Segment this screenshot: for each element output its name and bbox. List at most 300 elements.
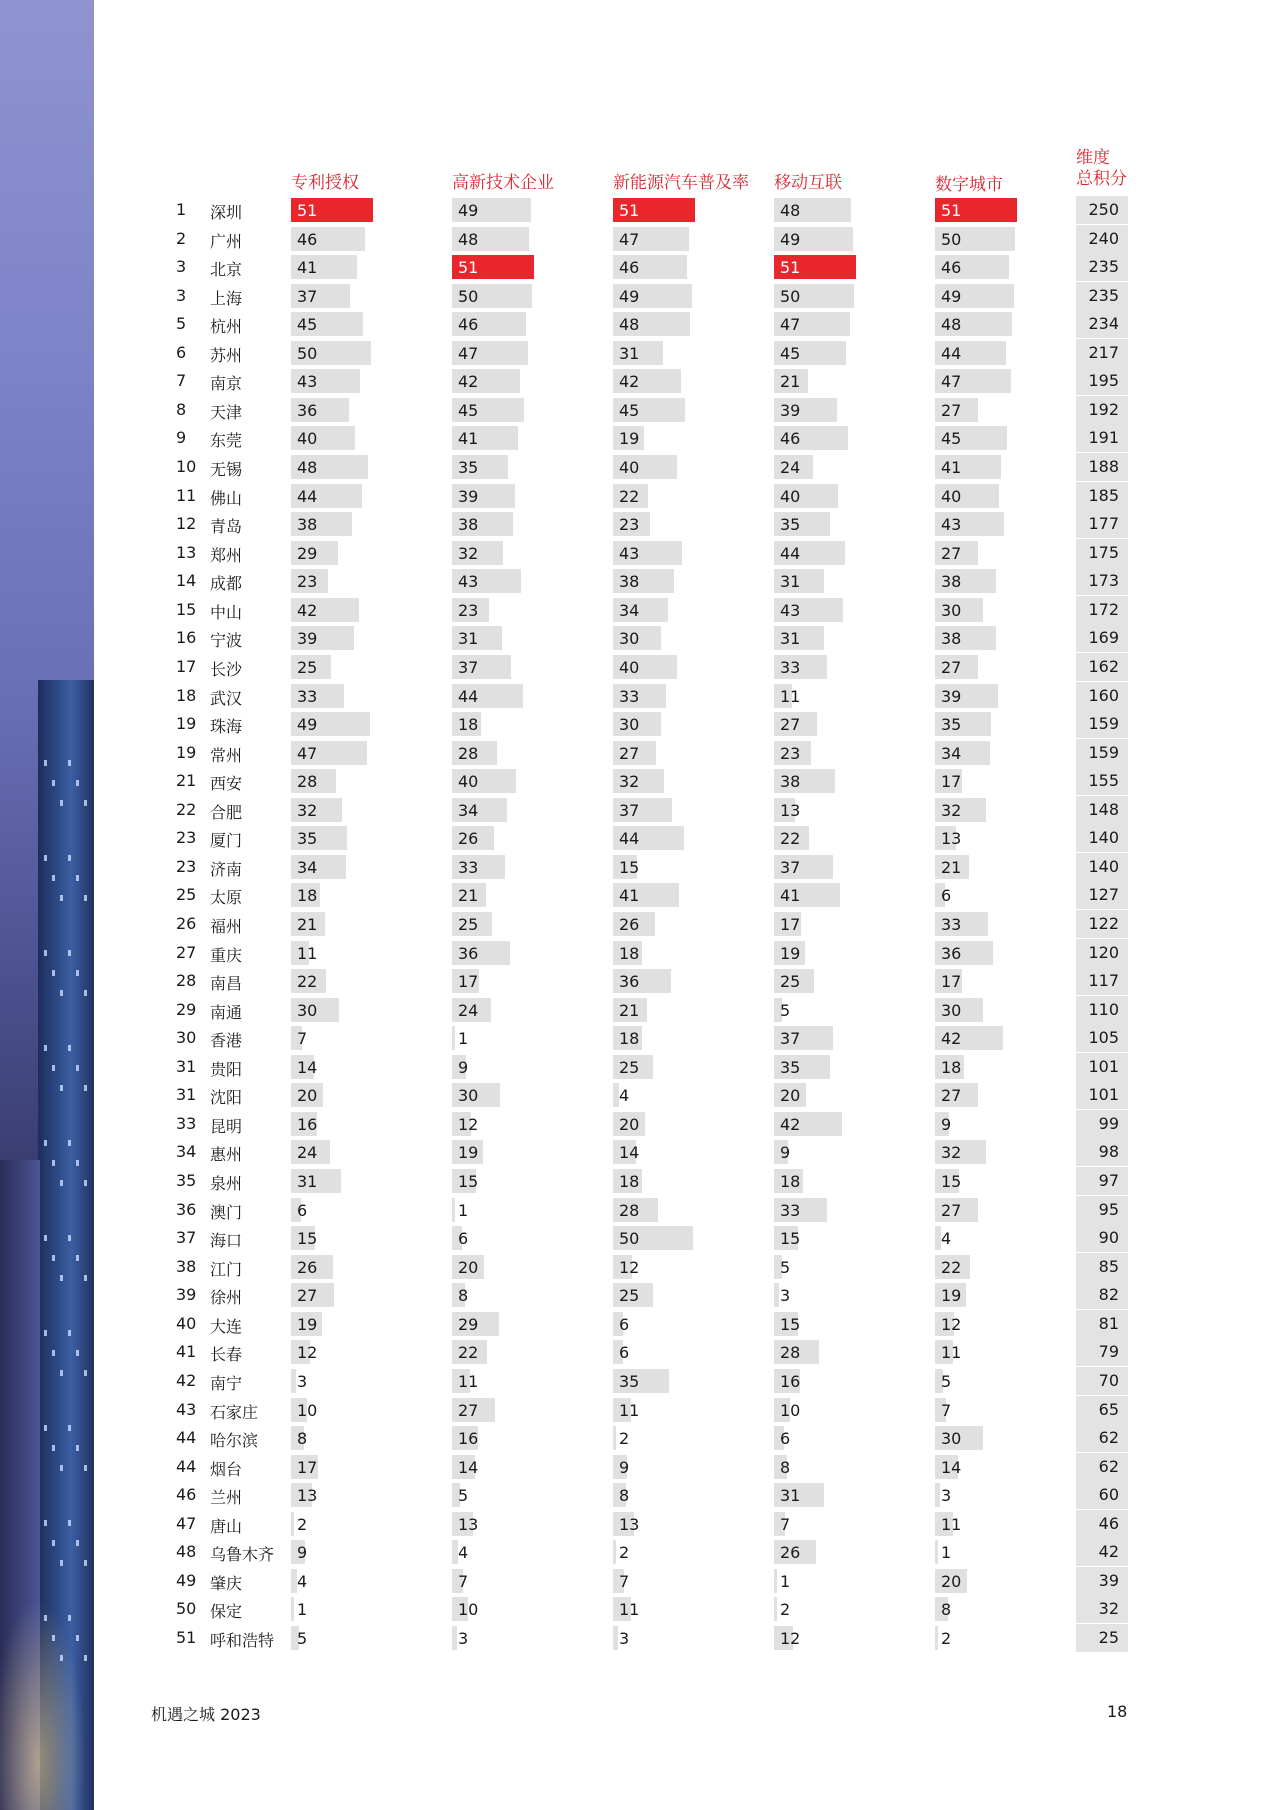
city-name: 兰州 [210, 1488, 243, 1508]
header-total-line2: 总积分 [1076, 169, 1127, 189]
nev-score-value: 4 [619, 1086, 630, 1106]
mobile-score-value: 24 [780, 458, 801, 478]
mobile-score-value: 13 [780, 800, 801, 820]
mobile-score-value: 41 [780, 886, 801, 906]
hightech-score-value: 36 [458, 943, 479, 963]
patent-score-bar [291, 1512, 294, 1536]
table-row [0, 453, 1280, 481]
city-name: 武汉 [210, 688, 243, 708]
rank-cell: 3 [176, 285, 187, 305]
mobile-score-value: 33 [780, 1200, 801, 1220]
city-name: 大连 [210, 1316, 243, 1336]
city-name: 海口 [210, 1231, 243, 1251]
digital-score-value: 45 [941, 429, 962, 449]
total-score-cell [1076, 1138, 1128, 1166]
digital-score-value: 27 [941, 657, 962, 677]
hightech-score-value: 24 [458, 1000, 479, 1020]
rank-cell: 9 [176, 428, 187, 448]
city-name: 深圳 [210, 203, 243, 222]
rank-cell: 39 [176, 1285, 197, 1305]
hightech-score-value: 34 [458, 800, 479, 820]
total-score-value: 159 [1088, 742, 1119, 762]
rank-cell: 41 [176, 1342, 197, 1362]
total-score-cell [1076, 424, 1128, 452]
total-score-cell [1076, 596, 1128, 624]
mobile-score-value: 27 [780, 715, 801, 735]
nev-score-value: 43 [619, 543, 640, 563]
nev-score-value: 18 [619, 1172, 640, 1192]
rank-cell: 38 [176, 1256, 197, 1276]
mobile-score-value: 1 [780, 1571, 791, 1591]
rank-cell: 7 [176, 371, 187, 391]
hightech-score-bar [452, 1626, 457, 1650]
hightech-score-value: 47 [458, 343, 479, 363]
rank-cell: 5 [176, 314, 187, 334]
rank-cell: 31 [176, 1056, 197, 1076]
nev-score-value: 18 [619, 943, 640, 963]
rank-cell: 44 [176, 1456, 197, 1476]
table-row [0, 967, 1280, 995]
patent-score-value: 36 [297, 400, 318, 420]
table-row [0, 996, 1280, 1024]
total-score-cell [1076, 1281, 1128, 1309]
total-score-cell [1076, 1567, 1128, 1595]
patent-score-value: 26 [297, 1257, 318, 1277]
hightech-score-value: 38 [458, 515, 479, 535]
digital-score-value: 12 [941, 1314, 962, 1334]
table-row [0, 567, 1280, 595]
rank-cell: 1 [176, 200, 187, 219]
digital-score-bar [935, 1483, 940, 1507]
patent-score-value: 14 [297, 1057, 318, 1077]
hightech-score-value: 31 [458, 629, 479, 649]
digital-score-value: 6 [941, 886, 952, 906]
rank-cell: 25 [176, 885, 197, 905]
hightech-score-value: 15 [458, 1172, 479, 1192]
mobile-score-value: 12 [780, 1629, 801, 1648]
mobile-score-value: 42 [780, 1114, 801, 1134]
patent-score-value: 6 [297, 1200, 308, 1220]
patent-score-value: 3 [297, 1371, 308, 1391]
total-score-cell [1076, 1624, 1128, 1652]
patent-score-value: 10 [297, 1400, 318, 1420]
hightech-score-value: 5 [458, 1486, 469, 1506]
total-score-cell [1076, 682, 1128, 710]
city-name: 常州 [210, 745, 243, 765]
hightech-score-value: 50 [458, 286, 479, 306]
total-score-cell [1076, 1453, 1128, 1481]
total-score-cell [1076, 624, 1128, 652]
mobile-score-value: 5 [780, 1000, 791, 1020]
total-score-value: 148 [1088, 799, 1119, 819]
mobile-score-value: 18 [780, 1172, 801, 1192]
mobile-score-value: 7 [780, 1514, 791, 1534]
patent-score-value: 44 [297, 486, 318, 506]
nev-score-value: 32 [619, 772, 640, 792]
rank-cell: 28 [176, 971, 197, 991]
nev-score-value: 19 [619, 429, 640, 449]
table-row [0, 853, 1280, 881]
digital-score-value: 35 [941, 715, 962, 735]
hightech-score-value: 42 [458, 372, 479, 392]
total-score-value: 60 [1098, 1485, 1119, 1505]
patent-score-value: 40 [297, 429, 318, 449]
nev-score-value: 25 [619, 1057, 640, 1077]
table-row [0, 1024, 1280, 1052]
rank-cell: 19 [176, 742, 197, 762]
digital-score-value: 7 [941, 1400, 952, 1420]
total-score-cell [1076, 1196, 1128, 1224]
table-row [0, 824, 1280, 852]
mobile-score-value: 28 [780, 1343, 801, 1363]
city-name: 哈尔滨 [210, 1431, 259, 1451]
nev-score-bar [613, 1540, 616, 1564]
hightech-score-value: 37 [458, 657, 479, 677]
hightech-score-value: 46 [458, 315, 479, 335]
total-score-cell [1076, 539, 1128, 567]
mobile-score-value: 22 [780, 829, 801, 849]
table-row [0, 396, 1280, 424]
hightech-score-value: 13 [458, 1514, 479, 1534]
table-row [0, 1481, 1280, 1509]
mobile-score-value: 23 [780, 743, 801, 763]
digital-score-value: 4 [941, 1229, 952, 1249]
patent-score-value: 42 [297, 600, 318, 620]
table-row [0, 196, 1280, 224]
total-score-cell [1076, 739, 1128, 767]
digital-score-bar [935, 1626, 938, 1650]
nev-score-value: 15 [619, 857, 640, 877]
hightech-score-value: 21 [458, 886, 479, 906]
patent-score-value: 46 [297, 229, 318, 249]
total-score-value: 97 [1098, 1171, 1119, 1191]
digital-score-value: 33 [941, 915, 962, 934]
city-name: 无锡 [210, 460, 243, 480]
total-score-value: 105 [1088, 1028, 1119, 1048]
patent-score-value: 51 [297, 201, 318, 220]
total-score-cell [1076, 1024, 1128, 1052]
city-name: 太原 [210, 888, 243, 908]
table-row [0, 1624, 1280, 1652]
total-score-cell [1076, 310, 1128, 338]
hightech-score-value: 6 [458, 1229, 469, 1249]
patent-score-value: 33 [297, 686, 318, 706]
digital-score-value: 30 [941, 1429, 962, 1449]
total-score-cell [1076, 253, 1128, 281]
patent-score-value: 11 [297, 943, 318, 963]
nev-score-bar [613, 1626, 618, 1650]
table-row [0, 1081, 1280, 1109]
rank-cell: 3 [176, 257, 187, 277]
patent-score-value: 15 [297, 1229, 318, 1249]
city-name: 乌鲁木齐 [210, 1545, 275, 1565]
digital-score-value: 17 [941, 772, 962, 792]
digital-score-value: 42 [941, 1029, 962, 1049]
hightech-score-value: 16 [458, 1429, 479, 1449]
rank-cell: 14 [176, 571, 197, 591]
table-row [0, 1424, 1280, 1452]
total-score-value: 85 [1098, 1256, 1119, 1276]
mobile-score-value: 37 [780, 1029, 801, 1049]
rank-cell: 13 [176, 542, 197, 562]
total-score-value: 101 [1088, 1056, 1119, 1076]
digital-score-value: 18 [941, 1057, 962, 1077]
nev-score-value: 2 [619, 1429, 630, 1449]
footer-title: 机遇之城 2023 [151, 1705, 261, 1724]
digital-score-value: 48 [941, 315, 962, 335]
city-name: 贵阳 [210, 1059, 243, 1079]
rank-cell: 19 [176, 714, 197, 734]
total-score-value: 140 [1088, 856, 1119, 876]
total-score-cell [1076, 282, 1128, 310]
hightech-score-value: 23 [458, 600, 479, 620]
table-row [0, 253, 1280, 281]
table-row [0, 739, 1280, 767]
hightech-score-value: 11 [458, 1371, 479, 1391]
nev-score-value: 26 [619, 915, 640, 934]
nev-score-value: 9 [619, 1457, 630, 1477]
total-score-value: 217 [1088, 342, 1119, 362]
rank-cell: 48 [176, 1542, 197, 1562]
city-name: 宁波 [210, 631, 243, 651]
city-name: 天津 [210, 402, 243, 422]
digital-score-value: 46 [941, 258, 962, 278]
digital-score-value: 44 [941, 343, 962, 363]
total-score-cell [1076, 910, 1128, 938]
total-score-cell [1076, 1224, 1128, 1252]
digital-score-value: 9 [941, 1114, 952, 1134]
total-score-value: 177 [1088, 514, 1119, 534]
city-name: 厦门 [210, 831, 243, 851]
patent-score-value: 2 [297, 1514, 308, 1534]
patent-score-value: 43 [297, 372, 318, 392]
total-score-cell [1076, 710, 1128, 738]
city-name: 长春 [210, 1345, 243, 1365]
total-score-value: 62 [1098, 1428, 1119, 1448]
total-score-value: 235 [1088, 257, 1119, 277]
digital-score-value: 17 [941, 972, 962, 992]
nev-score-value: 34 [619, 600, 640, 620]
city-name: 东莞 [210, 431, 243, 451]
city-name: 合肥 [210, 802, 243, 822]
city-name: 青岛 [210, 517, 243, 537]
patent-score-value: 31 [297, 1172, 318, 1192]
hightech-score-value: 4 [458, 1543, 469, 1563]
city-name: 珠海 [210, 717, 243, 737]
total-score-value: 173 [1088, 571, 1119, 591]
total-score-cell [1076, 1110, 1128, 1138]
total-score-value: 172 [1088, 599, 1119, 619]
patent-score-value: 4 [297, 1571, 308, 1591]
rank-cell: 27 [176, 942, 197, 962]
total-score-cell [1076, 881, 1128, 909]
city-name: 惠州 [210, 1145, 243, 1165]
city-name: 肇庆 [210, 1573, 243, 1593]
total-score-cell [1076, 939, 1128, 967]
hightech-score-value: 44 [458, 686, 479, 706]
nev-score-value: 50 [619, 1229, 640, 1249]
hightech-score-value: 9 [458, 1057, 469, 1077]
city-name: 上海 [210, 288, 243, 308]
city-name: 北京 [210, 260, 243, 280]
digital-score-value: 38 [941, 629, 962, 649]
table-row [0, 1338, 1280, 1366]
nev-score-value: 47 [619, 229, 640, 249]
patent-score-value: 23 [297, 572, 318, 592]
header-total-line1: 维度 [1076, 148, 1110, 168]
mobile-score-value: 51 [780, 258, 801, 278]
rank-cell: 36 [176, 1199, 197, 1219]
nev-score-value: 46 [619, 258, 640, 278]
nev-score-value: 25 [619, 1286, 640, 1306]
mobile-score-value: 33 [780, 657, 801, 677]
nev-score-value: 18 [619, 1029, 640, 1049]
table-row [0, 1167, 1280, 1195]
total-score-cell [1076, 1538, 1128, 1566]
total-score-value: 46 [1098, 1513, 1119, 1533]
mobile-score-value: 20 [780, 1086, 801, 1106]
city-name: 福州 [210, 917, 243, 936]
table-row [0, 596, 1280, 624]
total-score-cell [1076, 482, 1128, 510]
mobile-score-bar [774, 1597, 777, 1621]
hightech-score-value: 35 [458, 458, 479, 478]
digital-score-value: 27 [941, 400, 962, 420]
hightech-score-value: 14 [458, 1457, 479, 1477]
header-total [1076, 148, 1136, 190]
table-row [0, 1224, 1280, 1252]
patent-score-value: 41 [297, 258, 318, 278]
nev-score-value: 22 [619, 486, 640, 506]
digital-score-value: 51 [941, 201, 962, 220]
city-name: 澳门 [210, 1202, 243, 1222]
patent-score-bar [291, 1369, 296, 1393]
nev-score-value: 40 [619, 657, 640, 677]
nev-score-value: 11 [619, 1400, 640, 1420]
total-score-cell [1076, 1481, 1128, 1509]
hightech-score-value: 33 [458, 857, 479, 877]
rank-cell: 23 [176, 828, 197, 848]
total-score-value: 62 [1098, 1456, 1119, 1476]
patent-score-value: 39 [297, 629, 318, 649]
total-score-cell [1076, 1167, 1128, 1195]
nev-score-value: 36 [619, 972, 640, 992]
header-mobile: 移动互联 [774, 173, 842, 193]
nev-score-value: 23 [619, 515, 640, 535]
digital-score-value: 27 [941, 543, 962, 563]
city-name: 南通 [210, 1002, 243, 1022]
nev-score-value: 28 [619, 1200, 640, 1220]
city-name: 南昌 [210, 974, 243, 994]
total-score-cell [1076, 1367, 1128, 1395]
city-name: 石家庄 [210, 1402, 259, 1422]
rank-cell: 17 [176, 656, 197, 676]
total-score-value: 162 [1088, 656, 1119, 676]
mobile-score-value: 45 [780, 343, 801, 363]
mobile-score-value: 43 [780, 600, 801, 620]
rank-cell: 6 [176, 342, 187, 362]
rank-cell: 35 [176, 1171, 197, 1191]
city-name: 昆明 [210, 1116, 243, 1136]
total-score-value: 98 [1098, 1142, 1119, 1162]
mobile-score-value: 10 [780, 1400, 801, 1420]
mobile-score-value: 25 [780, 972, 801, 992]
hightech-score-value: 8 [458, 1286, 469, 1306]
total-score-value: 99 [1098, 1113, 1119, 1133]
total-score-value: 25 [1098, 1628, 1119, 1647]
mobile-score-value: 9 [780, 1143, 791, 1163]
nev-score-value: 42 [619, 372, 640, 392]
mobile-score-value: 46 [780, 429, 801, 449]
patent-score-value: 37 [297, 286, 318, 306]
hightech-score-value: 27 [458, 1400, 479, 1420]
mobile-score-value: 37 [780, 857, 801, 877]
mobile-score-value: 50 [780, 286, 801, 306]
nev-score-value: 21 [619, 1000, 640, 1020]
total-score-value: 90 [1098, 1228, 1119, 1248]
total-score-cell [1076, 767, 1128, 795]
total-score-cell [1076, 453, 1128, 481]
total-score-cell [1076, 996, 1128, 1024]
mobile-score-value: 3 [780, 1286, 791, 1306]
nev-score-value: 41 [619, 886, 640, 906]
mobile-score-value: 31 [780, 629, 801, 649]
total-score-value: 127 [1088, 885, 1119, 905]
digital-score-value: 20 [941, 1571, 962, 1591]
digital-score-value: 40 [941, 486, 962, 506]
total-score-cell [1076, 225, 1128, 253]
hightech-score-value: 3 [458, 1629, 469, 1648]
table-row [0, 653, 1280, 681]
patent-score-value: 45 [297, 315, 318, 335]
city-name: 西安 [210, 774, 243, 794]
rank-cell: 40 [176, 1313, 197, 1333]
mobile-score-value: 2 [780, 1600, 791, 1620]
patent-score-value: 7 [297, 1029, 308, 1049]
patent-score-value: 20 [297, 1086, 318, 1106]
table-row [0, 1453, 1280, 1481]
patent-score-bar [291, 1597, 294, 1621]
mobile-score-value: 15 [780, 1314, 801, 1334]
digital-score-value: 36 [941, 943, 962, 963]
nev-score-value: 49 [619, 286, 640, 306]
city-name: 呼和浩特 [210, 1631, 275, 1650]
total-score-cell [1076, 1396, 1128, 1424]
total-score-cell [1076, 367, 1128, 395]
city-name: 佛山 [210, 488, 243, 508]
total-score-cell [1076, 1338, 1128, 1366]
hightech-score-bar [452, 1026, 455, 1050]
table-row [0, 482, 1280, 510]
table-row [0, 1310, 1280, 1338]
table-row [0, 910, 1280, 938]
mobile-score-value: 47 [780, 315, 801, 335]
hightech-score-value: 26 [458, 829, 479, 849]
hightech-score-value: 1 [458, 1200, 469, 1220]
city-name: 南宁 [210, 1373, 243, 1393]
rank-cell: 29 [176, 999, 197, 1019]
total-score-value: 234 [1088, 314, 1119, 334]
rank-cell: 23 [176, 856, 197, 876]
total-score-value: 140 [1088, 828, 1119, 848]
total-score-value: 188 [1088, 457, 1119, 477]
hightech-score-value: 51 [458, 258, 479, 278]
table-row [0, 796, 1280, 824]
hightech-score-value: 25 [458, 915, 479, 934]
hightech-score-value: 7 [458, 1571, 469, 1591]
total-score-value: 79 [1098, 1342, 1119, 1362]
rank-cell: 30 [176, 1028, 197, 1048]
